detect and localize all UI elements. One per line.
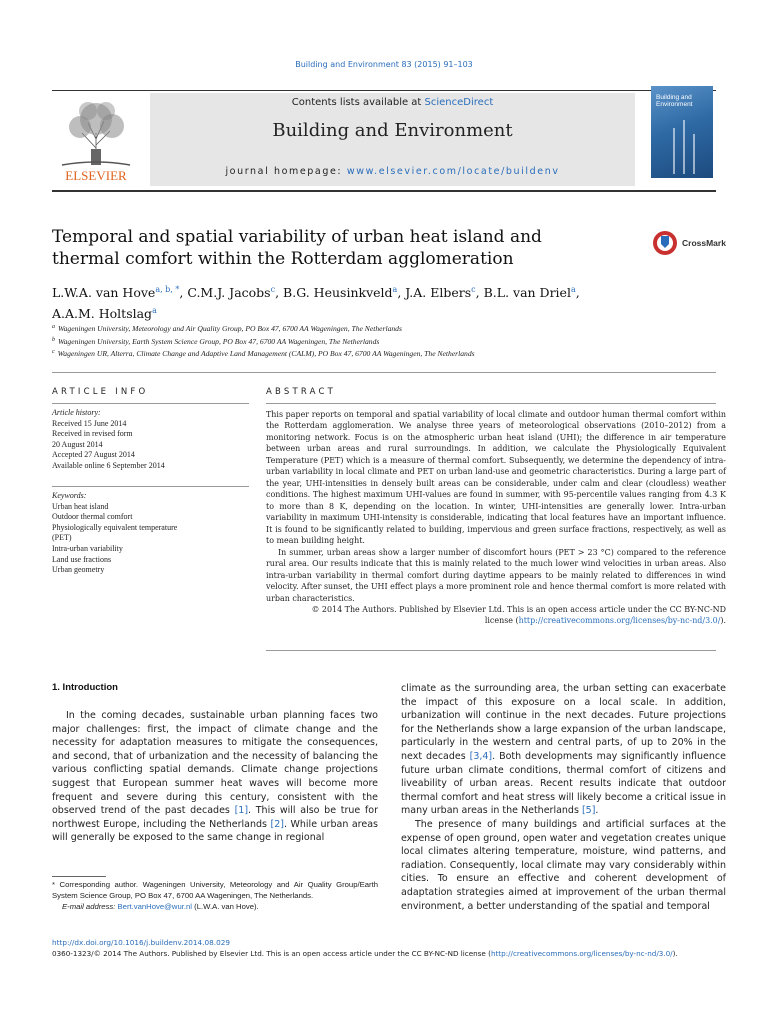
history-item: Received in revised form [52,429,133,439]
keyword: Urban heat island [52,501,109,511]
keyword: Land use fractions [52,554,112,564]
reference-link[interactable]: [2] [270,818,284,830]
doi-link[interactable]: http://dx.doi.org/10.1016/j.buildenv.2014.08.029 [52,938,231,947]
body-paragraph: In the coming decades, sustainable urban planning faces two major challenges: first, the impact of climate change and the necessity for adaptation measures to mitigate the consequences, and second, that of urbanization and the necessity of balancing the various conflicting spatial demands. Climate change projections suggest that European summer heat waves will become more frequent and severe during this century, consistent with the observed trend of the past decades [1]. This will also be true for northwest Europe, including the Netherlands [2]. While urban areas will generally be exposed to the same change in regional [52,710,378,844]
footer-license-link[interactable]: http://creativecommons.org/licenses/by-nc-nd/3.0/ [490,949,673,958]
history-item: Available online 6 September 2014 [52,460,165,470]
author[interactable]: C.M.J. Jacobs$^c$, [187,285,284,300]
header-rule [52,190,716,192]
section-rule [52,372,716,373]
elsevier-wordmark: ELSEVIER [65,168,127,183]
footnote [52,880,378,912]
abstract-license: license (http://creativecommons.org/licenses/by-nc-nd/3.0/). [484,616,726,626]
body-column-right [401,682,726,913]
abstract-heading: ABSTRACT [266,387,337,397]
reference-link[interactable]: [1] [234,805,249,817]
cover-graphic-bar [683,120,685,174]
article-info-heading: ARTICLE INFO [52,387,149,397]
author[interactable]: L.W.A. van Hove$^{a, b, *}$, [52,285,188,300]
abstract-paragraph: In summer, urban areas show a larger number of discomfort hours (PET > 23 °C) compared to the reference rural area. Our results indicate that this is mainly related to the much lower wind velocities in urban areas. Also intra-urban variability in thermal comfort during daytime appears to be mainly related to differences in wind velocity. After sunset, the UHI effect plays a more prominent role and hence thermal comfort is more related with urban characteristics. [266,547,726,603]
journal-title: Building and Environment [272,120,513,141]
header-rule [52,90,716,91]
author[interactable]: A.A.M. Holtslag$^a$ [52,306,157,321]
email-link[interactable]: Bert.vanHove@wur.nl [117,901,193,911]
keyword: Urban geometry [52,565,105,575]
homepage-prefix: journal homepage: [225,166,347,177]
affiliation: $^b$ Wageningen University, Earth System Science Group, PO Box 47, 6700 AA Wageningen, The Netherlands [52,336,380,346]
crossmark-icon [652,230,678,256]
affiliation: $^a$ Wageningen University, Meteorology and Air Quality Group, PO Box 47, 6700 AA Wageningen, The Netherlands [52,324,402,333]
abstract-body [266,409,726,627]
copyright-footer: 0360-1323/© 2014 The Authors. Published by Elsevier Ltd. This is an open access article under the CC BY-NC-ND license (http://creativecommons.org/licenses/by-nc-nd/3.0/). [52,949,678,958]
journal-citation[interactable]: Building and Environment 83 (2015) 91–103 [295,60,473,69]
contents-prefix: Contents lists available at [291,97,425,108]
journal-homepage-line [150,166,635,177]
corresponding-author-note: * Corresponding author. Wageningen University, Meteorology and Air Quality Group/Earth System Science Group, PO Box 47, 6700 AA Wageningen, The Netherlands. [52,880,378,900]
email-note: E-mail address: Bert.vanHove@wur.nl (L.W.A. van Hove). [62,901,259,911]
author[interactable]: B.L. van Driel$^a$, [483,285,580,300]
license-link[interactable]: http://creativecommons.org/licenses/by-nc-nd/3.0/ [518,616,721,626]
crossmark-label: CrossMark [682,238,726,248]
author-list [52,281,672,323]
history-item: Received 15 June 2014 [52,418,127,428]
elsevier-tree-logo[interactable] [52,93,140,185]
divider [266,403,716,404]
journal-cover-thumbnail[interactable] [651,86,713,178]
divider [52,486,249,487]
keywords [52,491,249,576]
author[interactable]: B.G. Heusinkveld$^a$, [283,285,406,300]
divider [52,403,249,404]
reference-link[interactable]: [5] [581,805,596,817]
contents-line [150,97,635,108]
author[interactable]: J.A. Elbers$^c$, [405,285,484,300]
section-heading-introduction: 1. Introduction [52,682,118,693]
keyword: Physiologically equivalent temperature [52,522,178,532]
cover-title: Building and Environment [656,94,693,108]
abstract-copyright: © 2014 The Authors. Published by Elsevier Ltd. This is an open access article under the CC BY-NC-ND [311,604,726,614]
body-paragraph: The presence of many buildings and artificial surfaces at the expense of open ground, open water and vegetation creates unique local climates altering temperature, moisture, wind patterns, and radiation. Consequently, local climate may vary considerably within cities. To ensure an effective and coherent development of adaptation strategies aimed at improvement of the urban thermal environment, a better understanding of the spatial and temporal [401,818,726,912]
article-title: Temporal and spatial variability of urban heat island and thermal comfort within the Rotterdam agglomeration [52,227,542,269]
keyword: Outdoor thermal comfort [52,512,133,522]
body-paragraph: climate as the surrounding area, the urban setting can exacerbate the impact of this exposure on a local scale. In addition, urbanization will continue in the next decades. Future projections for the Netherlands show a large expansion of the urban landscape, particularly in the western and central parts, of up to 20% in the next decades [3,4]. Both developments may significantly influence future urban climate conditions, thermal comfort of citizens and liveability of urban areas. Recent results indicate that outdoor thermal comfort and heat stress will likely become a critical issue in many urban areas in the Netherlands [5]. [401,683,726,817]
sciencedirect-link[interactable]: ScienceDirect [424,97,494,108]
footnote-rule [52,876,106,877]
history-label: Article history: [52,408,101,417]
homepage-link[interactable]: www.elsevier.com/locate/buildenv [346,166,560,177]
keyword: Intra-urban variability [52,543,123,553]
keyword: (PET) [52,533,72,543]
history-item: 20 August 2014 [52,439,103,449]
divider [266,650,716,651]
cover-graphic-bar [673,128,675,174]
cover-graphic-bar [693,134,695,174]
abstract-paragraph: This paper reports on temporal and spatial variability of local climate and outdoor human thermal comfort within the Rotterdam agglomeration. We analyse three years of meteorological observations (2010–2012) from a monitoring network. Focus is on the atmospheric urban heat island (UHI); the difference in air temperature between urban areas and rural surroundings. In addition, we calculate the Physiologically Equivalent Temperature (PET) which is a measure of thermal comfort. Subsequently, we determine the dependency of intra-urban variability in local climate and PET on urban land-use and geometric characteristics. During a large part of the year, UHI-intensities in densely built areas can be considerable, under calm and clear (cloudless) weather conditions. The highest maximum UHI-values are found in summer, with 95-percentile values ranging from 4.3 K to more than 8 K, depending on the location. In winter, UHI-intensities are generally lower. Intra-urban variability in maximum UHI-intensity is considerable, indicating that local features have an important influence. It is found to be significantly related to building, impervious and green surface fractions, respectively, as well as to mean building height. [266,410,726,546]
reference-link[interactable]: [3,4] [469,750,493,762]
affiliations [52,322,692,360]
keywords-label: Keywords: [52,491,87,500]
body-column-left [52,709,378,845]
crossmark-badge[interactable] [652,230,732,258]
affiliation: $^c$ Wageningen UR, Alterra, Climate Change and Adaptive Land Management (CALM), PO Box 47, 6700 AA Wageningen, The Netherlands [52,349,475,358]
article-history [52,408,249,472]
history-item: Accepted 27 August 2014 [52,450,135,460]
journal-header-box [150,93,635,186]
